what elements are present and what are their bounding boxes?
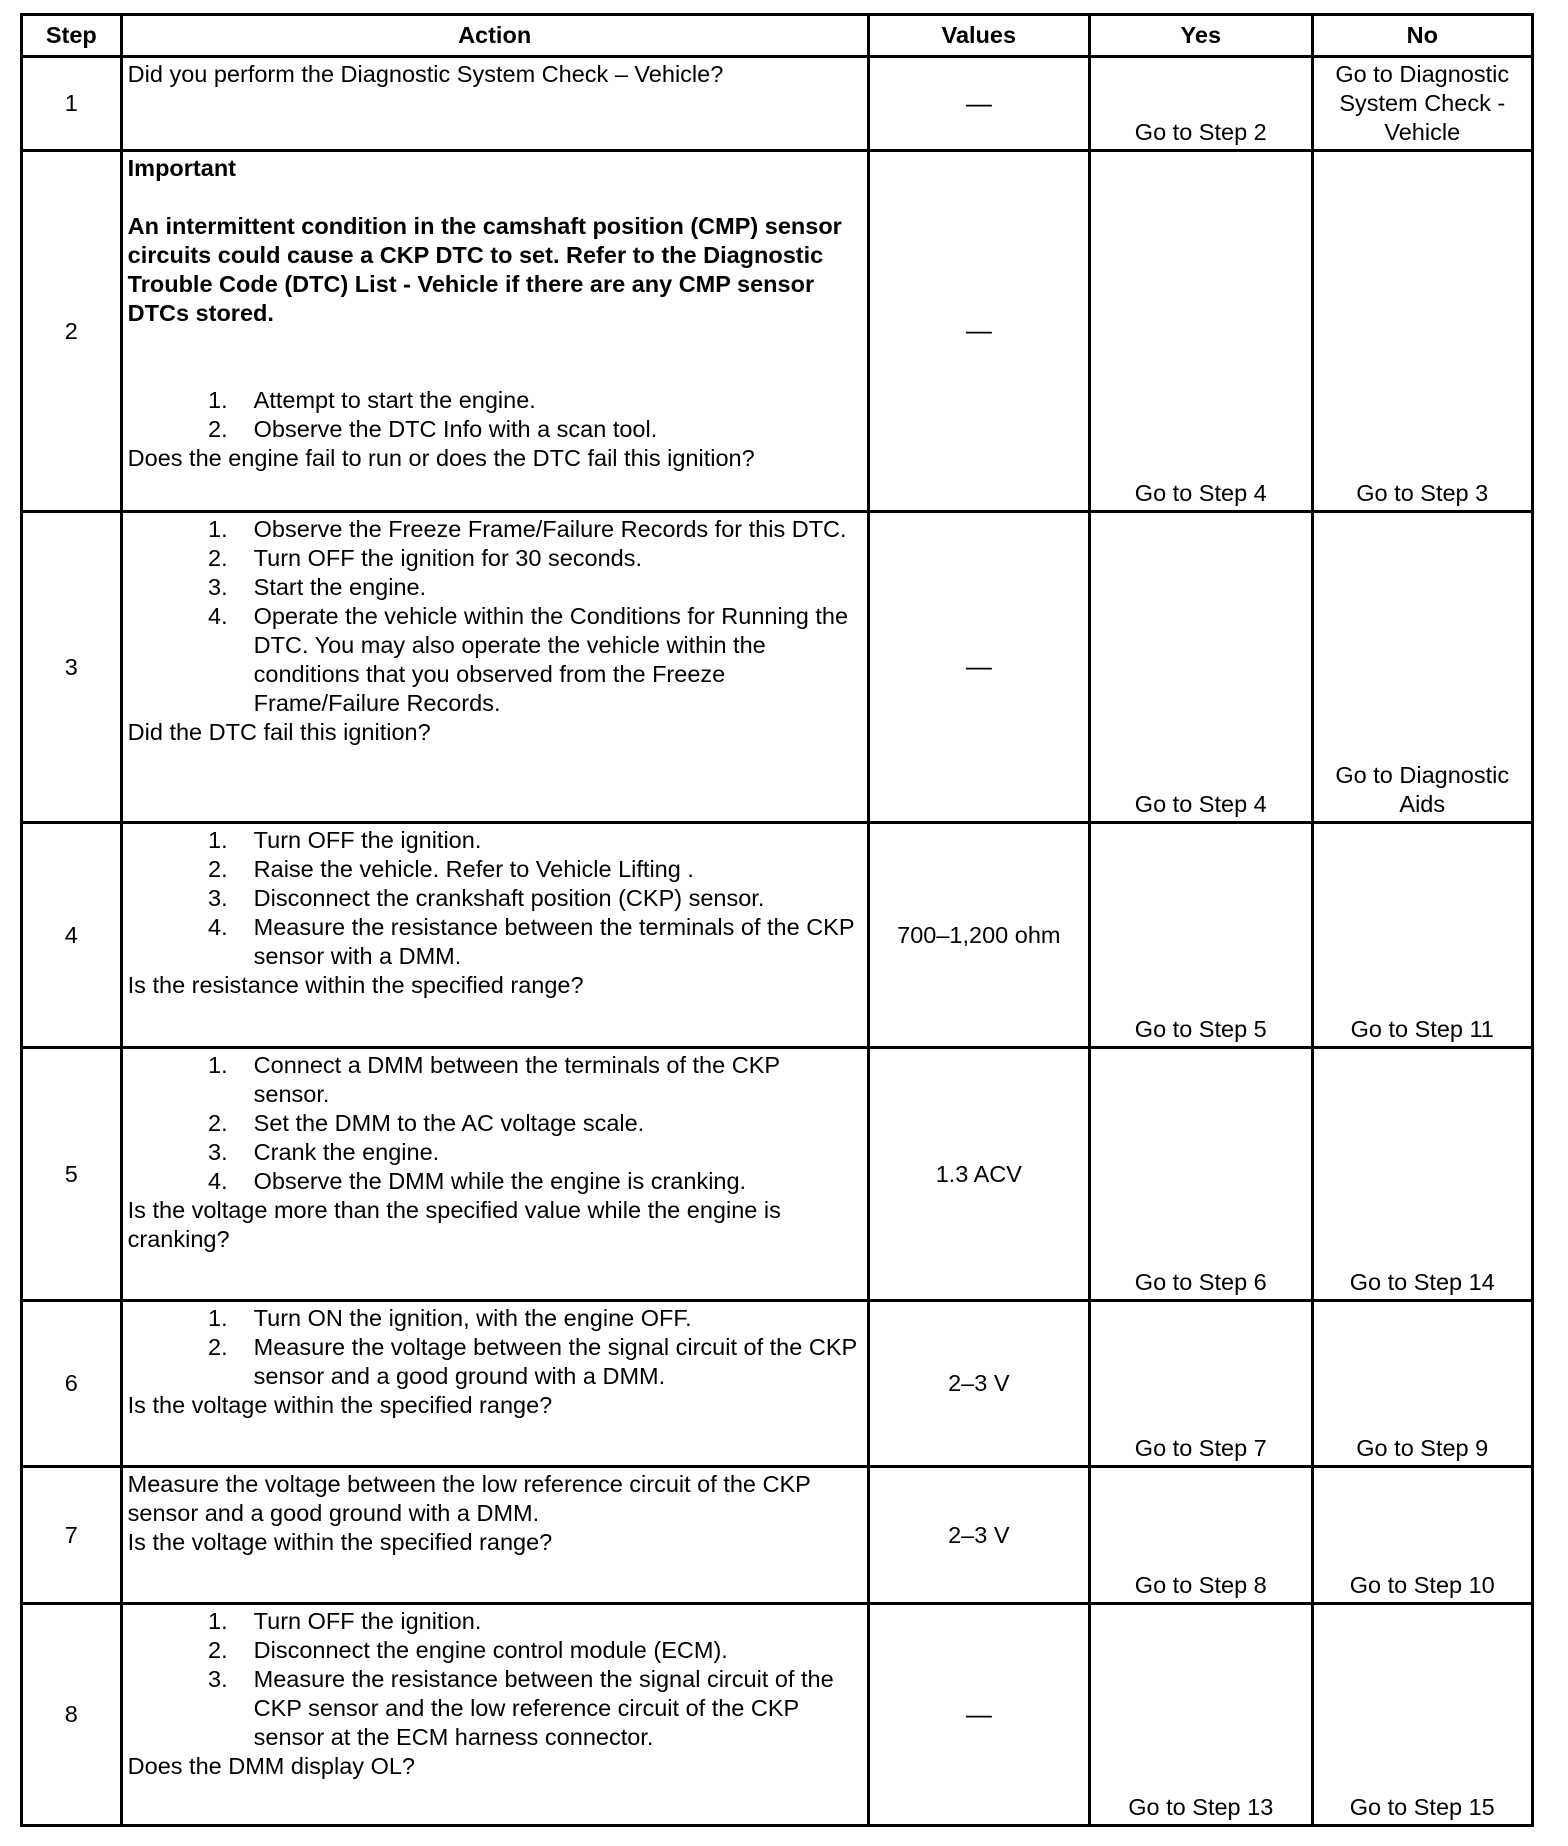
item-text: Crank the engine. [253, 1139, 440, 1165]
item-number: 4. [208, 603, 228, 629]
item-number: 3. [208, 1139, 228, 1165]
item-text: Attempt to start the engine. [253, 387, 536, 413]
diagnostic-table [20, 13, 1534, 1827]
item-text: Disconnect the crankshaft position (CKP) sensor. [253, 885, 765, 911]
value-text: — [965, 87, 992, 118]
list-item [128, 1665, 862, 1752]
item-number: 1. [208, 1608, 228, 1634]
no-cell: Go to Step 11 [1312, 823, 1532, 1048]
list-item [128, 1607, 862, 1636]
step-number: 8 [22, 1604, 122, 1826]
list-item [128, 1051, 862, 1109]
procedure-list [128, 826, 862, 971]
list-item [128, 855, 862, 884]
step-number: 5 [22, 1048, 122, 1301]
item-text: Start the engine. [253, 574, 427, 600]
list-item [128, 1636, 862, 1665]
item-text: Measure the voltage between the signal circuit of the CKP sensor and a good ground with a DMM. [253, 1334, 857, 1389]
procedure-list [128, 515, 862, 718]
header-action: Action [121, 15, 868, 57]
value-cell [868, 1301, 1089, 1467]
table-row [22, 823, 1533, 1048]
header-yes: Yes [1090, 15, 1312, 57]
table-row [22, 1301, 1533, 1467]
value-cell [868, 151, 1089, 512]
header-step: Step [22, 15, 122, 57]
list-item [128, 826, 862, 855]
list-item [128, 884, 862, 913]
step-number: 3 [22, 512, 122, 823]
list-item [128, 602, 862, 718]
item-number: 2. [208, 545, 228, 571]
value-text: 2–3 V [948, 1521, 1010, 1548]
important-label: Important [127, 155, 237, 181]
item-text: Turn ON the ignition, with the engine OFF. [253, 1305, 692, 1331]
yes-cell: Go to Step 8 [1090, 1467, 1312, 1604]
value-text: 2–3 V [948, 1370, 1010, 1396]
procedure-list [128, 1607, 862, 1752]
important-text: An intermittent condition in the camshaft position (CMP) sensor circuits could cause a CKP DTC to set. Refer to the Diagnostic Trouble Code (DTC) List - Vehicle if there are any CMP sensor DTCs stored. [127, 213, 842, 326]
yes-cell: Go to Step 4 [1090, 512, 1312, 823]
item-text: Measure the resistance between the terminals of the CKP sensor with a DMM. [253, 914, 855, 969]
procedure-list [128, 386, 862, 444]
action-cell [121, 1467, 868, 1604]
value-text: 700–1,200 ohm [897, 921, 1061, 948]
no-cell: Go to Diagnostic Aids [1312, 512, 1532, 823]
list-item [128, 1109, 862, 1138]
item-text: Turn OFF the ignition for 30 seconds. [253, 545, 643, 571]
table-row [22, 1467, 1533, 1604]
yes-cell: Go to Step 4 [1090, 151, 1312, 512]
procedure-list [128, 1051, 862, 1196]
step-number: 4 [22, 823, 122, 1048]
item-text: Observe the DMM while the engine is cranking. [253, 1168, 747, 1194]
table-row [22, 1048, 1533, 1301]
item-number: 2. [208, 856, 228, 882]
item-number: 1. [208, 1052, 228, 1078]
yes-cell: Go to Step 2 [1090, 57, 1312, 151]
no-cell: Go to Step 9 [1312, 1301, 1532, 1467]
item-text: Disconnect the engine control module (ECM). [253, 1637, 728, 1663]
item-text: Turn OFF the ignition. [253, 827, 482, 853]
header-row [22, 15, 1533, 57]
action-question: Is the voltage within the specified range? [127, 1529, 553, 1555]
action-question: Is the resistance within the specified range? [127, 972, 584, 998]
action-cell [121, 151, 868, 512]
value-cell [868, 57, 1089, 151]
list-item [128, 573, 862, 602]
value-text: — [965, 315, 992, 345]
yes-cell: Go to Step 7 [1090, 1301, 1312, 1467]
value-cell [868, 1604, 1089, 1826]
value-cell [868, 1467, 1089, 1604]
item-text: Operate the vehicle within the Conditions for Running the DTC. You may also operate the vehicle within the conditions that you observed from the Freeze Frame/Failure Records. [253, 603, 849, 716]
item-number: 1. [208, 827, 228, 853]
no-cell: Go to Step 14 [1312, 1048, 1532, 1301]
item-text: Observe the Freeze Frame/Failure Records for this DTC. [253, 516, 847, 542]
list-item [128, 515, 862, 544]
no-cell: Go to Step 15 [1312, 1604, 1532, 1826]
item-text: Set the DMM to the AC voltage scale. [253, 1110, 645, 1136]
procedure-list [128, 1304, 862, 1391]
table-row [22, 1604, 1533, 1826]
action-cell [121, 1048, 868, 1301]
item-text: Raise the vehicle. Refer to Vehicle Lifting . [253, 856, 694, 882]
yes-cell: Go to Step 13 [1090, 1604, 1312, 1826]
item-number: 2. [208, 416, 228, 442]
yes-cell: Go to Step 5 [1090, 823, 1312, 1048]
item-text: Measure the resistance between the signal circuit of the CKP sensor and the low reference circuit of the CKP sensor at the ECM harness connector. [253, 1666, 834, 1750]
header-no: No [1312, 15, 1532, 57]
value-text: 1.3 ACV [935, 1160, 1022, 1187]
value-text: — [965, 1698, 992, 1729]
action-cell [121, 57, 868, 151]
item-number: 3. [208, 885, 228, 911]
yes-cell: Go to Step 6 [1090, 1048, 1312, 1301]
table-row [22, 512, 1533, 823]
item-number: 2. [208, 1110, 228, 1136]
item-number: 4. [208, 1168, 228, 1194]
list-item [128, 1333, 862, 1391]
item-number: 2. [208, 1334, 228, 1360]
action-intro: Did you perform the Diagnostic System Check – Vehicle? [127, 61, 724, 87]
item-number: 3. [208, 1666, 228, 1692]
list-item [128, 544, 862, 573]
action-question: Does the engine fail to run or does the DTC fail this ignition? [127, 445, 755, 471]
list-item [128, 386, 862, 415]
value-text: — [965, 651, 992, 681]
action-cell [121, 1604, 868, 1826]
item-text: Turn OFF the ignition. [253, 1608, 482, 1634]
no-cell: Go to Diagnostic System Check - Vehicle [1312, 57, 1532, 151]
list-item [128, 913, 862, 971]
item-number: 2. [208, 1637, 228, 1663]
action-question: Does the DMM display OL? [127, 1753, 415, 1779]
step-number: 6 [22, 1301, 122, 1467]
step-number: 2 [22, 151, 122, 512]
table-row [22, 151, 1533, 512]
list-item [128, 1138, 862, 1167]
item-number: 1. [208, 516, 228, 542]
action-cell [121, 823, 868, 1048]
list-item [128, 1167, 862, 1196]
item-text: Connect a DMM between the terminals of the CKP sensor. [253, 1052, 780, 1107]
item-number: 1. [208, 1305, 228, 1331]
no-cell: Go to Step 3 [1312, 151, 1532, 512]
list-item [128, 415, 862, 444]
action-cell [121, 512, 868, 823]
action-cell [121, 1301, 868, 1467]
item-text: Observe the DTC Info with a scan tool. [253, 416, 658, 442]
item-number: 3. [208, 574, 228, 600]
table-row [22, 57, 1533, 151]
step-number: 1 [22, 57, 122, 151]
action-question: Did the DTC fail this ignition? [127, 719, 431, 745]
item-number: 1. [208, 387, 228, 413]
value-cell [868, 1048, 1089, 1301]
action-question: Is the voltage more than the specified value while the engine is cranking? [127, 1197, 781, 1252]
no-cell: Go to Step 10 [1312, 1467, 1532, 1604]
list-item [128, 1304, 862, 1333]
item-number: 4. [208, 914, 228, 940]
value-cell [868, 823, 1089, 1048]
action-intro: Measure the voltage between the low reference circuit of the CKP sensor and a good ground with a DMM. [127, 1471, 811, 1526]
step-number: 7 [22, 1467, 122, 1604]
value-cell [868, 512, 1089, 823]
header-values: Values [868, 15, 1089, 57]
action-question: Is the voltage within the specified range? [127, 1392, 553, 1418]
